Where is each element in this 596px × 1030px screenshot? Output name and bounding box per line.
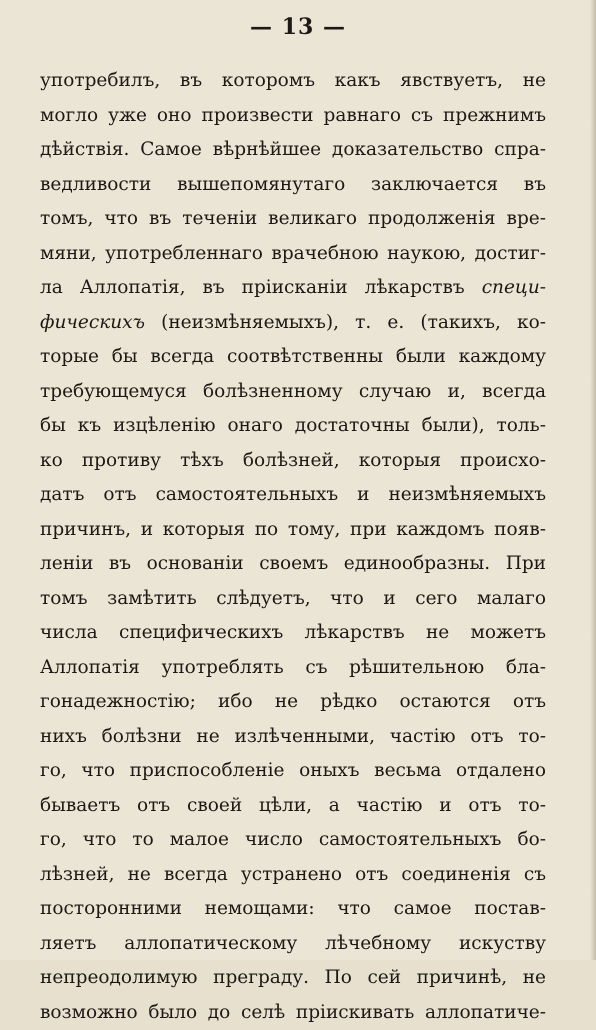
text-segment: непреодолимую преграду. По сей причинѣ, не: [40, 967, 546, 988]
text-segment: причинъ, и которыя по тому, при каждомъ появ-: [40, 519, 546, 540]
text-segment: возможно было до селѣ пріискивать аллопатиче-: [40, 1002, 546, 1023]
text-line: [40, 754, 546, 789]
text-line: [40, 202, 546, 237]
text-line: [40, 306, 546, 341]
text-segment: бы къ изцѣленію онаго достаточны были), толь-: [40, 415, 546, 436]
text-line: [40, 478, 546, 513]
text-line: [40, 927, 546, 962]
text-segment: могло уже оно произвести равнаго съ прежнимъ: [40, 105, 546, 126]
text-segment: ляетъ аллопатическому лѣчебному искуству: [40, 933, 546, 954]
text-line: [40, 651, 546, 686]
text-segment: торые бы всегда соотвѣтственны были каждому: [40, 346, 546, 367]
text-segment: нихъ болѣзни не излѣченными, частію отъ то-: [40, 726, 546, 747]
text-segment: томъ замѣтить слѣдуетъ, что и сего малаго: [40, 588, 546, 609]
text-segment: томъ, что въ теченіи великаго продолженія вре-: [40, 208, 546, 229]
text-segment: гонадежностію; ибо не рѣдко остаются отъ: [40, 691, 546, 712]
text-line: [40, 64, 546, 99]
text-line: [40, 582, 546, 617]
text-line: [40, 616, 546, 651]
text-line: [40, 409, 546, 444]
text-segment: ведливости вышепомянутаго заключается въ: [40, 174, 546, 195]
text-line: [40, 375, 546, 410]
text-segment: употребилъ, въ которомъ какъ явствуетъ, не: [40, 70, 546, 91]
text-line: [40, 892, 546, 927]
text-segment: числа специфическихъ лѣкарствъ не можетъ: [40, 622, 546, 643]
text-line: [40, 685, 546, 720]
text-segment: ко противу тѣхъ болѣзней, которыя происхо-: [40, 450, 546, 471]
text-segment: лѣзней, не всегда устранено отъ соединенія съ: [40, 864, 546, 885]
text-line: [40, 237, 546, 272]
text-line: [40, 99, 546, 134]
text-line: [40, 271, 546, 306]
text-segment: (неизмѣняемыхъ), т. е. (такихъ, ко-: [145, 312, 546, 333]
text-segment: датъ отъ самостоятельныхъ и неизмѣняемыхъ: [40, 484, 546, 505]
text-line: [40, 823, 546, 858]
text-line: [40, 961, 546, 996]
text-segment: бываетъ отъ своей цѣли, а частію и отъ то-: [40, 795, 546, 816]
page-edge-shadow: [590, 0, 596, 960]
text-segment: ла Аллопатія, въ пріисканіи лѣкарствъ: [40, 277, 482, 298]
text-segment: леніи въ основаніи своемъ единообразны. При: [40, 553, 546, 574]
body-text: [40, 64, 546, 1030]
text-line: [40, 996, 546, 1030]
text-line: [40, 340, 546, 375]
text-segment: требующемуся болѣзненному случаю и, всегда: [40, 381, 546, 402]
text-segment: посторонними немощами: что самое постав-: [40, 898, 546, 919]
text-segment: мяни, употребленнаго врачебною наукою, достиг-: [40, 243, 546, 264]
text-line: [40, 547, 546, 582]
text-line: [40, 789, 546, 824]
text-line: [40, 720, 546, 755]
text-line: [40, 133, 546, 168]
text-segment: го, что то малое число самостоятельныхъ бо-: [40, 829, 546, 850]
page-number: — 13 —: [0, 14, 596, 40]
text-line: [40, 513, 546, 548]
text-line: [40, 168, 546, 203]
italic-segment: фическихъ: [40, 312, 145, 333]
text-line: [40, 858, 546, 893]
text-segment: Аллопатія употреблять съ рѣшительною бла-: [40, 657, 546, 678]
text-segment: го, что приспособленіе оныхъ весьма отдалено: [40, 760, 546, 781]
text-segment: дѣйствія. Самое вѣрнѣйшее доказательство спра-: [40, 139, 546, 160]
text-line: [40, 444, 546, 479]
italic-segment: специ-: [482, 277, 546, 298]
